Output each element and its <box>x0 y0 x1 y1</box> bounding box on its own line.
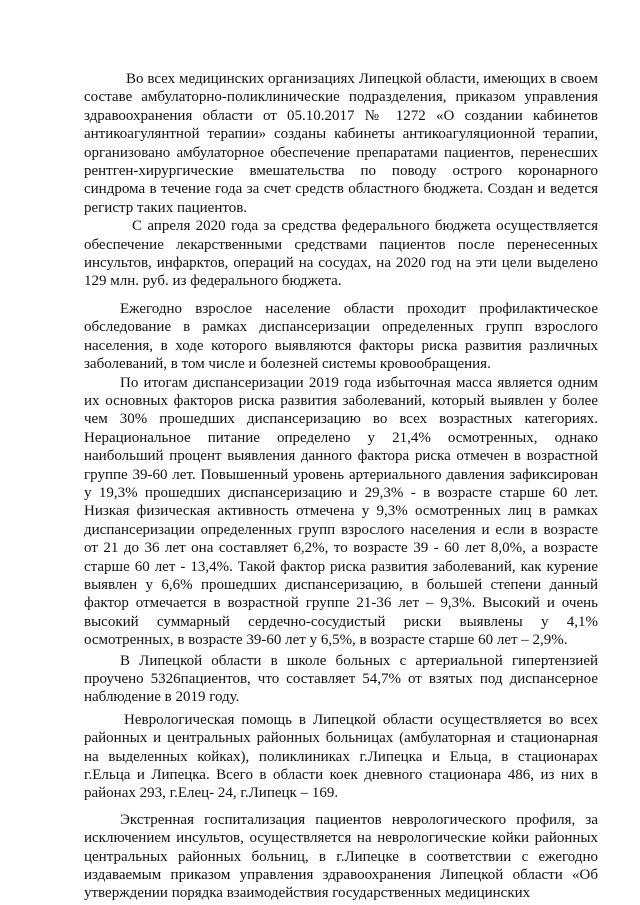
paragraph-federal-drug-supply: С апреля 2020 года за средства федерального бюджета осуществляется обеспечение лекарственными средствами пациентов после перенесенных инсультов, инфарктов, операций на сосудах, на 2020 год на эти цели выделено 129 млн. руб. из федерального бюджета. <box>84 218 598 290</box>
paragraph-neurological-care: Неврологическая помощь в Липецкой области осуществляется во всех районных и центральных районных больницах (амбулаторная и стационарная на выделенных койках), поликлиниках г.Липецка и Ельца, в стационарах г.Ельца и Липецка. Всего в области коек дневного стационара 486, из них в районах 293, г.Елец- 24, г.Липецк – 169. <box>84 711 598 802</box>
paragraph-anticoagulant-cabinets: Во всех медицинских организациях Липецкой области, имеющих в своем составе амбулаторно-поликлинические подразделения, приказом управления здравоохранения области от 05.10.2017 № 1272 «О создании кабинетов антикоагулянтной терапии» созданы кабинеты антикоагуляционной терапии, организовано амбулаторное обеспечение препаратами пациентов, перенесших рентген-хирургические вмешательства по поводу острого коронарного синдрома в течение года за счет средств областного бюджета. Создан и ведется регистр таких пациентов. <box>84 71 598 216</box>
paragraph-risk-factors-2019: По итогам диспансеризации 2019 года избыточная масса является одним их основных факторов риска развития заболеваний, который выявлен у более чем 30% прошедших диспансеризацию во всех возрастных категориях. Нерациональное питание определено у 21,4% осмотренных, однако наибольший процент выявления данного фактора риска отмечен в возрастной группе 39-60 лет. Повышенный уровень артериального давления зафиксирован у 19,3% прошедших диспансеризацию и 29,3% - в возрасте старше 60 лет. Низкая физическая активность отмечена у 9,3% осмотренных лиц в рамках диспансеризации определенных групп взрослого населения и если в возрасте от 21 до 36 лет она составляет 6,2%, то возрасте 39 - 60 лет 8,0%, а возрасте старше 60 лет - 13,4%. Такой фактор риска развития заболеваний, как курение выявлен у 6,6% прошедших диспансеризацию, в большей степени данный фактор отмечается в возрастной группе 21-36 лет – 9,3%. Высокий и очень высокий суммарный сердечно-сосудистый риски выявлены у 4,1% осмотренных, в возрасте 39-60 лет у 6,5%, в возрасте старше 60 лет – 2,9%. <box>84 374 598 649</box>
paragraph-hypertension-school: В Липецкой области в школе больных с артериальной гипертензией проучено 5326пациентов, что составляет 54,7% от взятых под диспансерное наблюдение в 2019 году. <box>84 652 598 706</box>
paragraph-emergency-hospitalization: Экстренная госпитализация пациентов неврологического профиля, за исключением инсультов, осуществляется на неврологические койки районных центральных районных больниц, в г.Липецке в соответствии с ежегодно издаваемым приказом управления здравоохранения Липецкой области «Об утверждении порядка взаимодействия государственных медицинских <box>84 811 598 902</box>
paragraph-dispensary-screening: Ежегодно взрослое население области проходит профилактическое обследование в рамках диспансеризации определенных групп взрослого населения, в ходе которого выявляются факторы риска развития различных заболеваний, в том числе и болезней системы кровообращения. <box>84 300 598 373</box>
document-body <box>84 70 598 903</box>
